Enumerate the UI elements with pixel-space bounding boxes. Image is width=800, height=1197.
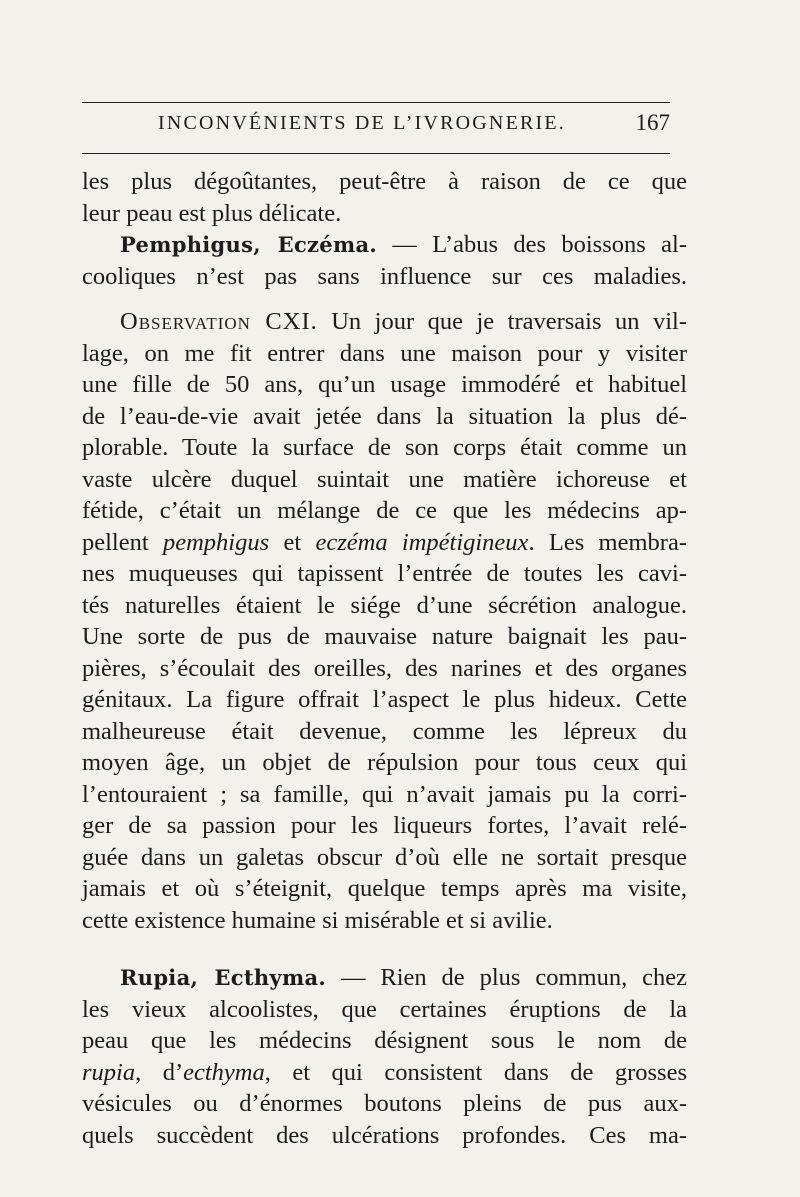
text-line: une fille de 50 ans, qu’un usage immodéré et habituel bbox=[82, 371, 687, 398]
text-line: cooliques n’est pas sans influence sur ces maladies. bbox=[82, 262, 687, 290]
text-line: pières, s’écoulait des oreilles, des narines et des organes bbox=[82, 654, 687, 682]
text-fragment: , et qui consistent dans de grosses bbox=[264, 1058, 687, 1086]
body-text bbox=[82, 166, 687, 1151]
paragraph-continuation bbox=[82, 166, 687, 229]
text-line: ger de sa passion pour les liqueurs fortes, l’avait relé- bbox=[82, 812, 687, 839]
text-line: guée dans un galetas obscur d’où elle ne sortait presque bbox=[82, 843, 687, 871]
text-line: vaste ulcère duquel suintait une matière ichoreuse et bbox=[82, 465, 687, 493]
text-line: tés naturelles étaient le siége d’une sécrétion analogue. bbox=[82, 591, 687, 619]
text-fragment: pellent bbox=[82, 528, 149, 556]
section-text: — L’abus des boissons al- bbox=[392, 231, 687, 258]
italic-term: rupia bbox=[82, 1058, 136, 1086]
italic-term: eczéma impétigineux bbox=[315, 528, 529, 556]
page-number: 167 bbox=[635, 110, 670, 135]
text-line: malheureuse était devenue, comme les lépreux du bbox=[82, 717, 687, 745]
text-line: leur peau est plus délicate. bbox=[82, 199, 342, 227]
text-line bbox=[82, 962, 687, 994]
text-line: fétide, c’était un mélange de ce que les médecins ap- bbox=[82, 497, 687, 524]
italic-term: ecthyma bbox=[183, 1058, 265, 1086]
text-line: l’entouraient ; sa famille, qui n’avait jamais pu la corri- bbox=[82, 780, 687, 808]
header-rule-top bbox=[82, 102, 670, 103]
running-head bbox=[82, 112, 670, 142]
text-line: lage, on me fit entrer dans une maison pour y visiter bbox=[82, 339, 687, 367]
text-fragment: , d’ bbox=[135, 1058, 184, 1086]
header-rule-bottom bbox=[82, 153, 670, 154]
text-line: de l’eau-de-vie avait jetée dans la situation la plus dé- bbox=[82, 402, 687, 430]
text-line: les plus dégoûtantes, peut-être à raison de ce que bbox=[82, 168, 687, 195]
italic-term: pemphigus bbox=[162, 528, 270, 556]
observation-label: Observation CXI. bbox=[120, 308, 318, 335]
text-line: Une sorte de pus de mauvaise nature baignait les pau- bbox=[82, 623, 687, 650]
section-heading: Pemphigus, Eczéma. bbox=[120, 232, 377, 257]
text-line: génitaux. La figure offrait l’aspect le plus hideux. Cette bbox=[82, 686, 687, 713]
text-line: plorable. Toute la surface de son corps était comme un bbox=[82, 434, 687, 461]
text-line: peau que les médecins désignent sous le nom de bbox=[82, 1027, 687, 1054]
text-line bbox=[82, 527, 687, 559]
text-fragment: . Les membra- bbox=[528, 528, 687, 556]
observation-text: Un jour que je traversais un vil- bbox=[331, 308, 688, 335]
section-heading: Rupia, Ecthyma. bbox=[120, 965, 327, 990]
text-line: quels succèdent des ulcérations profondes. Ces ma- bbox=[82, 1121, 687, 1149]
text-line bbox=[82, 306, 687, 338]
section-text: — Rien de plus commun, chez bbox=[340, 964, 687, 991]
text-line: jamais et où s’éteignit, quelque temps après ma visite, bbox=[82, 875, 687, 902]
text-line: cette existence humaine si misérable et si avilie. bbox=[82, 906, 553, 934]
text-line: vésicules ou d’énormes boutons pleins de pus aux- bbox=[82, 1090, 687, 1117]
running-title: INCONVÉNIENTS DE L’IVROGNERIE. bbox=[158, 112, 567, 134]
text-line: les vieux alcoolistes, que certaines éruptions de la bbox=[82, 995, 687, 1023]
text-line bbox=[82, 229, 687, 261]
text-line: nes muqueuses qui tapissent l’entrée de toutes les cavi- bbox=[82, 560, 687, 587]
text-fragment: et bbox=[283, 528, 302, 556]
observation-paragraph bbox=[82, 306, 687, 936]
paragraph-gap bbox=[82, 292, 687, 306]
text-line: moyen âge, un objet de répulsion pour tous ceux qui bbox=[82, 749, 687, 776]
text-line bbox=[82, 1057, 687, 1089]
paragraph-gap bbox=[82, 936, 687, 962]
section-pemphigus bbox=[82, 229, 687, 292]
section-rupia bbox=[82, 962, 687, 1151]
